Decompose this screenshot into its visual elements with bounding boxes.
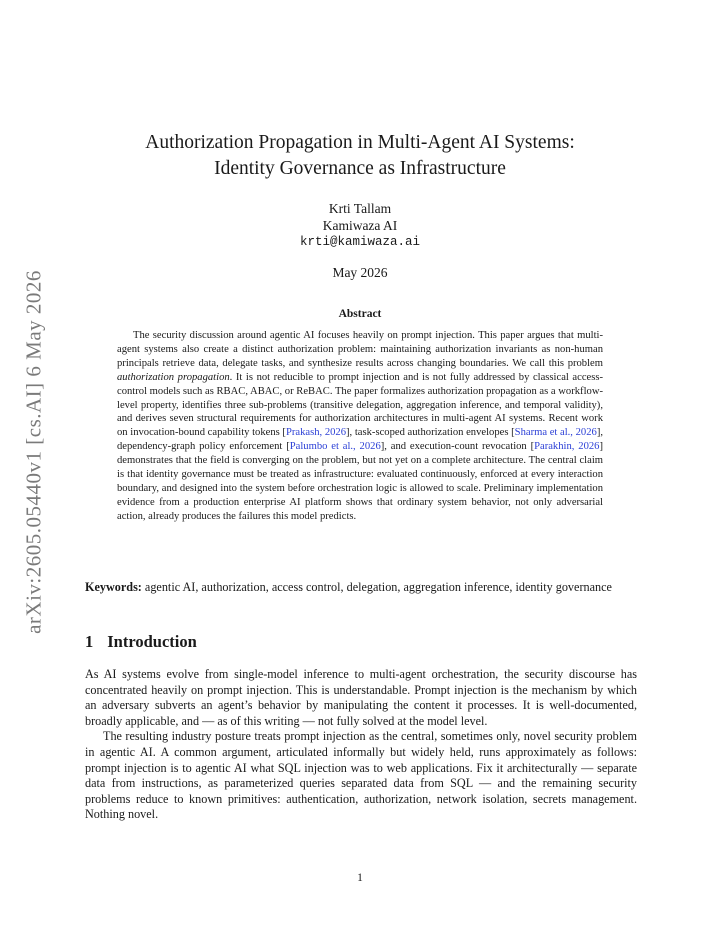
- title-line-1: Authorization Propagation in Multi-Agent AI Systems:: [145, 132, 575, 153]
- citation-sharma[interactable]: Sharma et al., 2026: [514, 427, 597, 439]
- citation-palumbo[interactable]: Palumbo et al., 2026: [289, 441, 381, 453]
- abstract-text-6: ] demonstrates that the field is converging on the problem, but not yet on a complete architecture. The central claim is that identity governance must be treated as infrastructure: evaluated continuously, enforced at every interaction boundary, and designed into the system before orchestration logic is allowed to scale. Preliminary implementation evidence from a production enterprise AI platform shows that ordinary system behavior, not only adversarial action, already produces the failures this model predicts.: [117, 441, 603, 522]
- abstract-text-1: The security discussion around agentic AI focuses heavily on prompt injection. This paper argues that multi-agent systems also create a distinct authorization problem: maintaining authorization invariants as non-human principals retrieve data, delegate tasks, and synthesize results across changing boundaries. We call this problem: [117, 330, 603, 369]
- paragraph: The resulting industry posture treats prompt injection as the central, sometimes only, novel security problem in agentic AI. A common argument, articulated informally but widely held, runs approximately as follows: prompt injection is to agentic AI what SQL injection was to web applications. Fix it architecturally — separate data from instructions, as parameterized queries separated data from SQL — and the remaining security problems reduce to known primitives: authentication, authorization, network isolation, secrets management. Nothing novel.: [85, 729, 637, 822]
- abstract-text-4: ], dependency-graph policy enforcement [: [117, 427, 604, 453]
- author-name: Krti Tallam: [328, 201, 392, 216]
- paper-title: [85, 130, 635, 182]
- abstract-body: [117, 329, 603, 524]
- author-affiliation: Kamiwaza AI: [322, 218, 398, 233]
- abstract-text-2: . It is not reducible to prompt injection and is not fully addressed by classical access-control models such as RBAC, ABAC, or ReBAC. The paper formalizes authorization propagation as a workflow-level property, identifies three sub-problems (transitive delegation, aggregation inference, and temporal validity), and derives seven structural requirements for authorization architectures in multi-agent AI systems. Recent work on invocation-bound capability tokens [: [117, 371, 603, 439]
- author-block: [85, 200, 635, 251]
- section-title: Introduction: [107, 632, 197, 651]
- keywords: [85, 580, 637, 596]
- abstract: [117, 308, 603, 524]
- citation-parakhin[interactable]: Parakhin, 2026: [534, 441, 600, 453]
- section-body: [85, 667, 637, 823]
- paper-header: [85, 130, 635, 281]
- arxiv-identifier: arXiv:2605.05440v1 [cs.AI] 6 May 2026: [21, 270, 46, 634]
- section-number: 1: [85, 632, 94, 651]
- author-email[interactable]: krti@kamiwaza.ai: [299, 235, 421, 249]
- citation-prakash[interactable]: Prakash, 2026: [285, 427, 347, 439]
- abstract-emphasis: authorization propagation: [117, 371, 230, 383]
- page-number: 1: [357, 872, 363, 884]
- arxiv-sidebar: [14, 262, 54, 642]
- paragraph: As AI systems evolve from single-model inference to multi-agent orchestration, the security discourse has concentrated heavily on prompt injection. This is understandable. Prompt injection is the mechanism by which an adversary subverts an agent’s behavior by manipulating the content it processes. It is well-documented, broadly applicable, and — as of this writing — not fully solved at the model level.: [85, 667, 637, 728]
- abstract-text-3: ], task-scoped authorization envelopes [: [346, 427, 515, 439]
- paper-date: May 2026: [332, 265, 388, 280]
- section-heading: [85, 632, 637, 652]
- abstract-heading: Abstract: [338, 308, 382, 320]
- title-line-2: Identity Governance as Infrastructure: [214, 158, 506, 179]
- keywords-label: Keywords:: [85, 580, 142, 594]
- abstract-text-5: ], and execution-count revocation [: [380, 441, 535, 453]
- keywords-text: agentic AI, authorization, access control, delegation, aggregation inference, identity governance: [141, 580, 612, 594]
